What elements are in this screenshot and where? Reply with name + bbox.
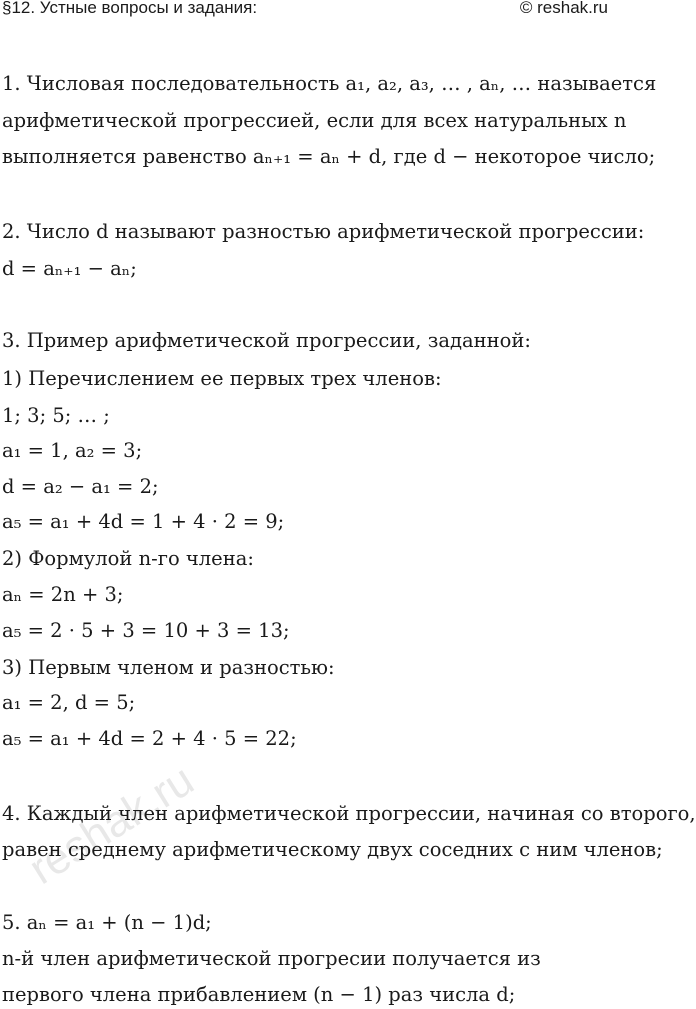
item-3-formula-5: a₅ = 2 · 5 + 3 = 10 + 3 = 13; bbox=[2, 619, 290, 642]
item-5-formula: 5. aₙ = a₁ + (n − 1)d; bbox=[2, 911, 212, 934]
item-5-line-2: n-й член арифметической прогресии получается из bbox=[2, 947, 541, 970]
item-1-line-3: выполняется равенство aₙ₊₁ = aₙ + d, где d − некоторое число; bbox=[2, 145, 656, 168]
page-header bbox=[0, 0, 614, 24]
watermark-logo: reshak.ru bbox=[20, 755, 203, 894]
item-3-formula-1: a₁ = 1, a₂ = 3; bbox=[2, 439, 143, 462]
item-3-case-2: 2) Формулой n-го члена: bbox=[2, 547, 254, 570]
section-title: §12. Устные вопросы и задания: bbox=[2, 0, 258, 17]
item-1-line-1: 1. Числовая последовательность a₁, a₂, a₃, … , aₙ, … называется bbox=[2, 72, 657, 95]
item-3-formula-2: d = a₂ − a₁ = 2; bbox=[2, 475, 159, 498]
item-2-line-1: 2. Число d называют разностью арифметической прогрессии: bbox=[2, 220, 645, 243]
item-3-formula-4: aₙ = 2n + 3; bbox=[2, 583, 124, 606]
item-3-heading: 3. Пример арифметической прогрессии, заданной: bbox=[2, 329, 531, 352]
item-1-line-2: арифметической прогрессией, если для всех натуральных n bbox=[2, 109, 627, 132]
item-3-formula-3: a₅ = a₁ + 4d = 1 + 4 · 2 = 9; bbox=[2, 510, 285, 533]
item-2-formula: d = aₙ₊₁ − aₙ; bbox=[2, 257, 137, 280]
item-3-sequence: 1; 3; 5; … ; bbox=[2, 404, 110, 427]
item-5-line-3: первого члена прибавлением (n − 1) раз числа d; bbox=[2, 983, 516, 1006]
item-4-line-2: равен среднему арифметическому двух соседних с ним членов; bbox=[2, 838, 663, 861]
item-3-formula-6: a₁ = 2, d = 5; bbox=[2, 691, 136, 714]
source-credit: © reshak.ru bbox=[519, 0, 608, 17]
item-3-formula-7: a₅ = a₁ + 4d = 2 + 4 · 5 = 22; bbox=[2, 727, 297, 750]
item-3-case-1: 1) Перечислением ее первых трех членов: bbox=[2, 367, 442, 390]
item-3-case-3: 3) Первым членом и разностью: bbox=[2, 656, 335, 679]
item-4-line-1: 4. Каждый член арифметической прогрессии, начиная со второго, bbox=[2, 802, 696, 825]
